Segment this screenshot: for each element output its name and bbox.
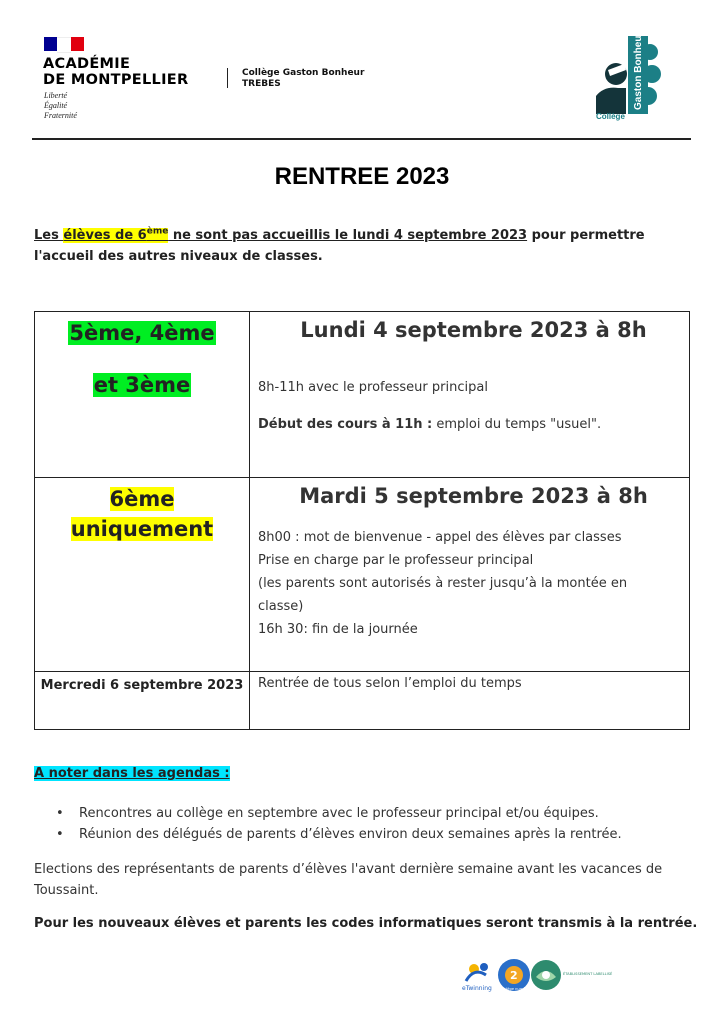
date-heading: Mardi 5 septembre 2023 à 8h [299,484,648,508]
intro-paragraph [34,225,674,267]
intro-sup: ème [146,226,169,237]
final-notice: Pour les nouveaux élèves et parents les codes informatiques seront transmis à la rentrée. [34,916,698,931]
level-cell [35,312,250,477]
level-3: et 3ème [93,373,191,397]
college-city: TREBES [242,79,281,89]
logo-text-college: Collège [596,112,625,121]
detail-bold: Début des cours à 11h : [258,417,433,432]
academy-line-1: ACADÉMIE [43,56,131,72]
college-logo [590,31,670,121]
footer-logos [460,957,613,993]
college-num-label: Collège numérique [501,987,535,991]
etwinning-logo [462,963,492,992]
detail-line: 8h-11h avec le professeur principal [258,380,488,395]
college-name: Collège Gaston Bonheur [242,68,365,78]
republic-motto [44,91,77,121]
intro-highlight-text: élèves de 6 [63,228,147,243]
details-cell [250,478,690,671]
details-cell: Rentrée de tous selon l’emploi du temps [250,672,690,729]
motto-liberte: Liberté [44,91,68,100]
academy-line-2: DE MONTPELLIER [43,72,189,88]
schedule-table [34,311,690,730]
details-cell [250,312,690,477]
college-block [242,68,364,90]
level-cell [35,478,250,671]
header-rule [32,138,691,140]
motto-egalite: Égalité [44,101,68,110]
logo-text-gaston: Gaston Bonheur [633,31,644,110]
page-title: RENTREE 2023 [274,163,450,190]
intro-underlined [34,228,527,243]
label-logo [531,960,561,990]
label-text: ÉTABLISSEMENT LABELLISÉ [563,972,613,976]
detail-line: 8h00 : mot de bienvenue - appel des élèves par classes [258,530,622,545]
level-6: 6ème [109,487,175,511]
intro-part-1: Les [34,228,64,243]
table-row [34,311,690,478]
date-cell: Mercredi 6 septembre 2023 [35,672,250,729]
level-only: uniquement [70,517,214,541]
intro-part-2: ne sont pas accueillis le lundi 4 septembre 2023 [168,228,528,243]
table-row [34,478,690,672]
note-title: A noter dans les agendas : [34,766,230,781]
list-item: • Réunion des délégués de parents d’élèves environ deux semaines après la rentrée. [34,824,694,845]
academy-name [43,56,188,88]
detail-line [258,413,689,436]
detail-line: Prise en charge par le professeur principal [258,553,534,568]
notes-list [34,803,694,845]
detail-rest: emploi du temps "usuel". [432,417,602,432]
motto-fraternite: Fraternité [44,111,77,120]
etwinning-label: eTwinning [462,985,492,992]
svg-text:2: 2 [510,969,518,982]
intro-highlight [63,228,168,243]
detail-line: (les parents sont autorisés à rester jusqu’à la montée en classe) [258,576,628,614]
list-item: • Rencontres au collège en septembre avec le professeur principal et/ou équipes. [34,803,694,824]
intro-part-3: pour permettre l'accueil des autres niveaux de classes. [34,228,645,264]
level-5-4: 5ème, 4ème [69,321,215,345]
detail-line: 16h 30: fin de la journée [258,622,418,637]
date-heading: Lundi 4 septembre 2023 à 8h [300,318,647,342]
french-flag [44,37,84,51]
header-divider [227,68,228,88]
elections-paragraph: Elections des représentants de parents d’élèves l'avant dernière semaine avant les vacances de Toussaint. [34,862,663,898]
table-row [34,672,690,730]
college-numerique-logo [498,959,534,991]
